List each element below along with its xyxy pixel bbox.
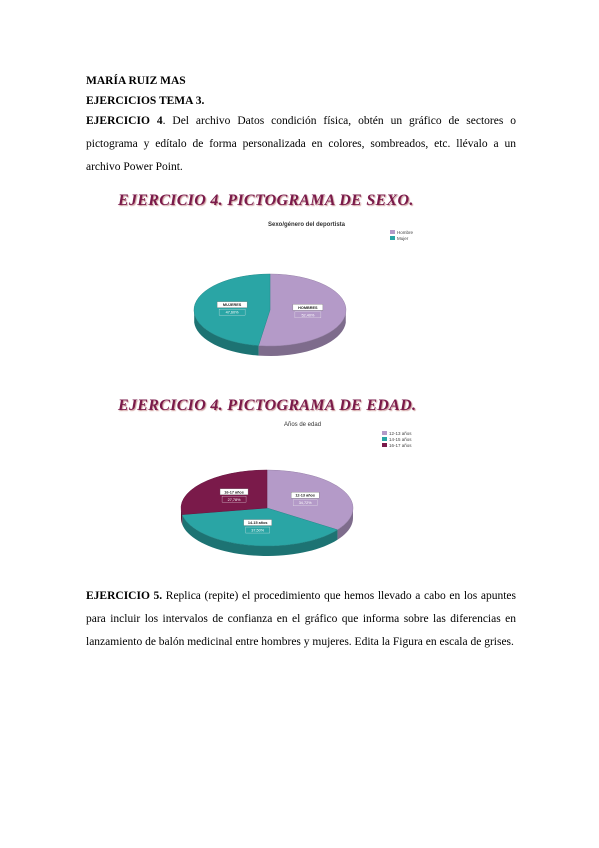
document-subject: EJERCICIOS TEMA 3. — [86, 95, 205, 107]
legend-item-hombre: Hombre — [390, 229, 413, 235]
pie-slice-value: 47,60% — [225, 310, 239, 315]
exercise-5-paragraph — [86, 585, 516, 654]
pie-slice-label: HOMBRES — [298, 305, 318, 310]
pie-slice-label: 16-17 años — [224, 490, 244, 495]
exercise-4-text: . Del archivo Datos condición física, obtén un gráfico de sectores o pictograma y edítalo de forma personalizada en colores, sombreados, etc. llévalo a un archivo Power Point. — [86, 115, 516, 173]
legend-swatch — [390, 230, 395, 234]
author-name: MARÍA RUIZ MAS — [86, 75, 186, 87]
legend-swatch — [382, 437, 387, 441]
exercise-5-text: Replica (repite) el procedimiento que hemos llevado a cabo en los apuntes para incluir los intervalos de confianza en el gráfico que informa sobre las diferencias en lanzamiento de balón medicinal entre hombres y mujeres. Edita la Figura en escala de grises. — [86, 590, 516, 648]
exercise-5-label: EJERCICIO 5. — [86, 590, 163, 602]
exercise-4-label: EJERCICIO 4 — [86, 115, 163, 127]
legend-swatch — [382, 443, 387, 447]
chart-age-pie — [172, 464, 362, 568]
pie-slice-value: 34,72% — [298, 501, 312, 506]
chart-sex-legend — [390, 229, 413, 241]
pie-slice-label: 12-13 años — [295, 493, 315, 498]
legend-item-16-17: 16-17 años — [382, 442, 412, 448]
chart-sex-title: Sexo/género del deportista — [268, 222, 346, 228]
legend-swatch — [390, 236, 395, 240]
pie-slice-label: 14-15 años — [247, 521, 268, 526]
figure-age-heading: EJERCICIO 4. PICTOGRAMA DE EDAD. — [118, 397, 417, 414]
figure-sex-heading: EJERCICIO 4. PICTOGRAMA DE SEXO. — [118, 192, 414, 209]
pie-slice-value: 52,40% — [301, 313, 315, 318]
legend-swatch — [382, 431, 387, 435]
pie-slice-value: 27,78% — [227, 497, 241, 502]
legend-item-mujer: Mujer — [390, 235, 413, 241]
pie-slice-label: MUJERES — [222, 303, 242, 308]
legend-item-14-15: 14-15 años — [382, 436, 412, 442]
pie-slice-value: 37,50% — [251, 528, 265, 533]
chart-age-legend — [382, 430, 412, 448]
chart-age-title: Años de edad — [284, 422, 322, 428]
chart-sex-pie — [180, 268, 360, 366]
legend-item-12-13: 12-13 años — [382, 430, 412, 436]
exercise-4-paragraph — [86, 110, 516, 179]
